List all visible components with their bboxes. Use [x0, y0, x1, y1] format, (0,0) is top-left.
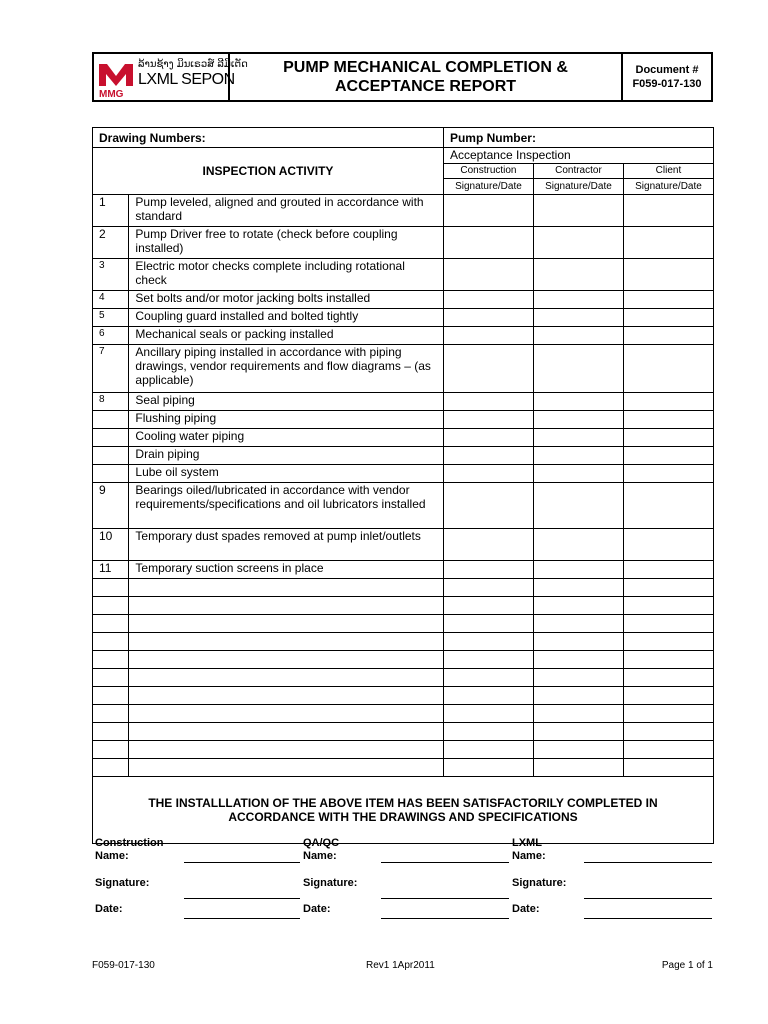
title-line-1: PUMP MECHANICAL COMPLETION & — [283, 59, 568, 76]
blank-cell[interactable] — [623, 651, 713, 669]
signature-cell[interactable] — [533, 465, 623, 483]
acceptance-inspection-label: Acceptance Inspection — [449, 148, 571, 162]
blank-cell[interactable] — [533, 759, 623, 777]
signature-cell[interactable] — [443, 259, 533, 291]
signature-cell[interactable] — [443, 393, 533, 411]
column-construction: Construction — [443, 164, 533, 179]
inspection-activity: Cooling water piping — [129, 429, 444, 447]
completion-statement-row — [93, 777, 714, 844]
signature-cell[interactable] — [533, 529, 623, 561]
blank-cell[interactable] — [129, 615, 444, 633]
date-label: Date: — [512, 903, 540, 915]
inspection-activity: Pump leveled, aligned and grouted in accordance with standard — [129, 195, 444, 227]
pump-number-label: Pump Number: — [449, 130, 536, 145]
signature-cell[interactable] — [623, 327, 713, 345]
item-number — [93, 447, 129, 465]
item-number: 7 — [93, 345, 129, 393]
blank-cell[interactable] — [129, 579, 444, 597]
blank-cell[interactable] — [129, 687, 444, 705]
signature-cell[interactable] — [443, 465, 533, 483]
inspection-activity: Ancillary piping installed in accordance with piping drawings, vendor requirements and flow diagrams – (as applicable) — [129, 345, 444, 393]
item-number: 2 — [93, 227, 129, 259]
name-label: Name: — [303, 850, 337, 862]
blank-cell[interactable] — [93, 597, 129, 615]
signature-cell[interactable] — [533, 227, 623, 259]
table-row — [93, 529, 714, 561]
signature-cell[interactable] — [533, 291, 623, 309]
blank-cell[interactable] — [623, 687, 713, 705]
blank-cell[interactable] — [443, 633, 533, 651]
item-number — [93, 429, 129, 447]
footer-page-number: Page 1 of 1 — [661, 960, 713, 971]
inspection-activity: Temporary suction screens in place — [129, 561, 444, 579]
signature-input-line[interactable] — [184, 898, 300, 899]
signature-date-label: Signature/Date — [443, 179, 533, 195]
signature-cell[interactable] — [443, 309, 533, 327]
name-label: Name: — [512, 850, 546, 862]
name-label: Name: — [95, 850, 129, 862]
blank-cell[interactable] — [443, 687, 533, 705]
inspection-activity: Set bolts and/or motor jacking bolts installed — [129, 291, 444, 309]
date-label: Date: — [95, 903, 123, 915]
blank-cell[interactable] — [93, 687, 129, 705]
signature-cell[interactable] — [443, 345, 533, 393]
signature-date-label: Signature/Date — [533, 179, 623, 195]
signature-cell[interactable] — [533, 483, 623, 529]
table-row — [93, 195, 714, 227]
blank-cell[interactable] — [623, 633, 713, 651]
blank-cell[interactable] — [443, 705, 533, 723]
blank-cell[interactable] — [623, 669, 713, 687]
signature-cell[interactable] — [443, 195, 533, 227]
blank-cell[interactable] — [129, 597, 444, 615]
signature-cell[interactable] — [533, 345, 623, 393]
drawing-numbers-label: Drawing Numbers: — [99, 130, 206, 145]
signature-cell[interactable] — [443, 227, 533, 259]
signature-input-line[interactable] — [584, 898, 712, 899]
blank-row — [93, 669, 714, 687]
blank-cell[interactable] — [129, 759, 444, 777]
signature-cell[interactable] — [533, 447, 623, 465]
blank-cell[interactable] — [93, 759, 129, 777]
table-row — [93, 327, 714, 345]
blank-cell[interactable] — [533, 705, 623, 723]
blank-cell[interactable] — [533, 579, 623, 597]
table-row — [93, 447, 714, 465]
statement-line-1: THE INSTALLLATION OF THE ABOVE ITEM HAS BEEN SATISFACTORILY COMPLETED IN — [148, 796, 658, 810]
drawing-numbers-field[interactable] — [93, 128, 444, 148]
table-row — [93, 561, 714, 579]
blank-cell[interactable] — [93, 633, 129, 651]
blank-row — [93, 687, 714, 705]
blank-cell[interactable] — [533, 615, 623, 633]
signature-cell[interactable] — [533, 309, 623, 327]
document-number-box — [623, 54, 711, 100]
inspection-activity: Flushing piping — [129, 411, 444, 429]
document-number: F059-017-130 — [632, 78, 702, 90]
blank-cell[interactable] — [93, 741, 129, 759]
signature-cell[interactable] — [623, 291, 713, 309]
item-number — [93, 411, 129, 429]
signature-cell[interactable] — [623, 259, 713, 291]
footer-revision: Rev1 1Apr2011 — [366, 960, 435, 971]
page-title — [230, 54, 623, 100]
name-input-line[interactable] — [381, 862, 509, 863]
signature-cell[interactable] — [533, 195, 623, 227]
statement-line-2: ACCORDANCE WITH THE DRAWINGS AND SPECIFICATIONS — [228, 810, 578, 824]
inspection-activity: Bearings oiled/lubricated in accordance with vendor requirements/specifications and oil lubricators installed — [129, 483, 444, 529]
acceptance-inspection-header — [443, 148, 713, 164]
blank-cell[interactable] — [533, 597, 623, 615]
document-header — [92, 52, 713, 102]
signature-cell[interactable] — [533, 393, 623, 411]
signature-cell[interactable] — [623, 465, 713, 483]
signature-cell[interactable] — [443, 483, 533, 529]
signoff-heading: Construction — [95, 837, 164, 849]
signature-label: Signature: — [303, 877, 358, 889]
name-input-line[interactable] — [184, 862, 300, 863]
signature-cell[interactable] — [623, 345, 713, 393]
blank-cell[interactable] — [443, 759, 533, 777]
signature-cell[interactable] — [443, 561, 533, 579]
inspection-activity: Temporary dust spades removed at pump inlet/outlets — [129, 529, 444, 561]
signoff-heading: QA/QC — [303, 837, 340, 849]
blank-row — [93, 633, 714, 651]
blank-row — [93, 705, 714, 723]
blank-row — [93, 579, 714, 597]
blank-cell[interactable] — [623, 597, 713, 615]
blank-cell[interactable] — [443, 669, 533, 687]
blank-cell[interactable] — [129, 723, 444, 741]
item-number: 3 — [93, 259, 129, 291]
date-input-line[interactable] — [381, 918, 509, 919]
blank-cell[interactable] — [93, 615, 129, 633]
signature-cell[interactable] — [623, 447, 713, 465]
table-row — [93, 259, 714, 291]
signature-cell[interactable] — [623, 227, 713, 259]
inspection-activity: Coupling guard installed and bolted tightly — [129, 309, 444, 327]
blank-cell[interactable] — [443, 723, 533, 741]
column-contractor: Contractor — [533, 164, 623, 179]
item-number: 6 — [93, 327, 129, 345]
blank-cell[interactable] — [533, 633, 623, 651]
signature-cell[interactable] — [533, 411, 623, 429]
item-number: 5 — [93, 309, 129, 327]
date-input-line[interactable] — [584, 918, 712, 919]
signature-cell[interactable] — [623, 529, 713, 561]
item-number: 11 — [93, 561, 129, 579]
column-client: Client — [623, 164, 713, 179]
blank-cell[interactable] — [129, 669, 444, 687]
name-input-line[interactable] — [584, 862, 712, 863]
table-row — [93, 429, 714, 447]
item-number: 8 — [93, 393, 129, 411]
signature-cell[interactable] — [533, 561, 623, 579]
signature-date-label: Signature/Date — [623, 179, 713, 195]
inspection-activity: Pump Driver free to rotate (check before coupling installed) — [129, 227, 444, 259]
signature-cell[interactable] — [533, 429, 623, 447]
signature-cell[interactable] — [623, 561, 713, 579]
blank-row — [93, 741, 714, 759]
blank-cell[interactable] — [533, 723, 623, 741]
blank-cell[interactable] — [533, 669, 623, 687]
inspection-activity-header — [93, 148, 444, 195]
blank-row — [93, 723, 714, 741]
item-number: 1 — [93, 195, 129, 227]
blank-cell[interactable] — [129, 651, 444, 669]
svg-text:MMG: MMG — [99, 89, 124, 98]
signature-cell[interactable] — [443, 529, 533, 561]
blank-row — [93, 597, 714, 615]
table-row — [93, 345, 714, 393]
blank-cell[interactable] — [443, 579, 533, 597]
blank-cell[interactable] — [443, 615, 533, 633]
signature-cell[interactable] — [623, 309, 713, 327]
signature-input-line[interactable] — [381, 898, 509, 899]
blank-cell[interactable] — [623, 759, 713, 777]
inspection-activity: Seal piping — [129, 393, 444, 411]
signature-cell[interactable] — [443, 447, 533, 465]
signoff-heading: LXML — [512, 837, 542, 849]
title-line-2: ACCEPTANCE REPORT — [334, 78, 517, 95]
signature-cell[interactable] — [623, 483, 713, 529]
blank-row — [93, 615, 714, 633]
signature-cell[interactable] — [533, 259, 623, 291]
blank-cell[interactable] — [623, 723, 713, 741]
blank-cell[interactable] — [93, 723, 129, 741]
logo-lao-text: ລ້ານຊ້າງ ມິນເຣວສ໌ ລີມິເຕັດ — [138, 59, 248, 70]
blank-cell[interactable] — [129, 705, 444, 723]
inspection-activity: Electric motor checks complete including rotational check — [129, 259, 444, 291]
document-number-label: Document # — [635, 64, 699, 76]
table-row — [93, 309, 714, 327]
signature-cell[interactable] — [443, 291, 533, 309]
signature-cell[interactable] — [533, 327, 623, 345]
inspection-activity-label: INSPECTION ACTIVITY — [202, 164, 334, 178]
inspection-table — [92, 127, 714, 844]
completion-statement — [93, 777, 714, 844]
inspection-activity: Drain piping — [129, 447, 444, 465]
blank-cell[interactable] — [623, 615, 713, 633]
blank-cell[interactable] — [129, 633, 444, 651]
blank-cell[interactable] — [623, 579, 713, 597]
signature-cell[interactable] — [443, 327, 533, 345]
table-row — [93, 393, 714, 411]
item-number: 4 — [93, 291, 129, 309]
blank-cell[interactable] — [533, 651, 623, 669]
table-row — [93, 411, 714, 429]
mmg-logo-icon — [98, 60, 134, 98]
signature-cell[interactable] — [443, 429, 533, 447]
item-number: 10 — [93, 529, 129, 561]
blank-cell[interactable] — [443, 597, 533, 615]
signature-cell[interactable] — [623, 429, 713, 447]
date-input-line[interactable] — [184, 918, 300, 919]
blank-cell[interactable] — [623, 741, 713, 759]
signature-label: Signature: — [95, 877, 150, 889]
signature-cell[interactable] — [623, 411, 713, 429]
blank-row — [93, 759, 714, 777]
inspection-activity: Mechanical seals or packing installed — [129, 327, 444, 345]
blank-cell[interactable] — [93, 705, 129, 723]
signature-cell[interactable] — [443, 411, 533, 429]
signature-cell[interactable] — [623, 195, 713, 227]
blank-cell[interactable] — [93, 651, 129, 669]
company-logo — [94, 54, 248, 100]
blank-cell[interactable] — [443, 651, 533, 669]
signature-label: Signature: — [512, 877, 567, 889]
blank-cell[interactable] — [533, 741, 623, 759]
blank-cell[interactable] — [533, 687, 623, 705]
pump-number-field[interactable] — [443, 128, 713, 148]
table-row — [93, 483, 714, 529]
item-number — [93, 465, 129, 483]
blank-cell[interactable] — [443, 741, 533, 759]
blank-cell[interactable] — [129, 741, 444, 759]
blank-cell[interactable] — [93, 579, 129, 597]
inspection-activity: Lube oil system — [129, 465, 444, 483]
signature-cell[interactable] — [623, 393, 713, 411]
blank-cell[interactable] — [93, 669, 129, 687]
table-row — [93, 227, 714, 259]
table-row — [93, 291, 714, 309]
logo-company-name: LXML SEPON — [138, 71, 235, 88]
table-row — [93, 465, 714, 483]
blank-cell[interactable] — [623, 705, 713, 723]
blank-row — [93, 651, 714, 669]
footer-document-number: F059-017-130 — [92, 960, 155, 971]
item-number: 9 — [93, 483, 129, 529]
date-label: Date: — [303, 903, 331, 915]
